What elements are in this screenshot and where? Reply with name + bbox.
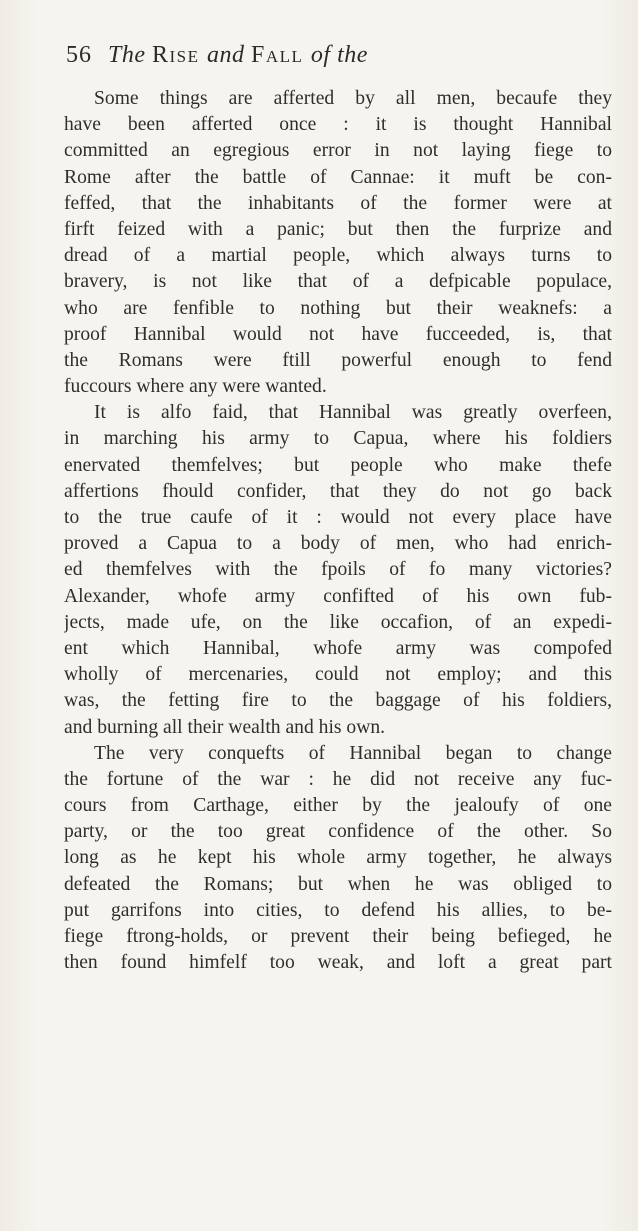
running-title [108,42,368,69]
paragraph-3 [64,741,612,977]
text-line: party, or the too great confidence of the other. So [64,821,612,843]
text-line: who are fenfible to nothing but their weaknefs: a [64,297,612,319]
text-line: ent which Hannibal, whofe army was compofed [64,637,612,659]
text-line: Some things are afferted by all men, becaufe they [94,88,612,109]
text-line: in marching his army to Capua, where his foldiers [64,428,612,450]
text-line: long as he kept his whole army together, he always [64,847,612,869]
body-text [64,86,612,976]
text-line: to the true caufe of it : would not every place have [64,507,612,528]
text-line: proof Hannibal would not have fucceeded, is, that [64,323,612,345]
text-line: firft feized with a panic; but then the furprize and [64,218,612,240]
text-line: fuccours where any were wanted. [64,376,327,398]
text-line: and burning all their wealth and his own. [64,716,386,738]
text-line: dread of a martial people, which always turns to [64,245,612,267]
text-line: the Romans were ftill powerful enough to fend [64,349,612,371]
text-line: bravery, is not like that of a defpicable populace, [64,271,612,293]
running-title-part: and [207,42,252,68]
text-line: The very conquefts of Hannibal began to change [94,742,612,764]
text-line: defeated the Romans; but when he was obliged to [64,873,612,895]
text-line: It is alfo faid, that Hannibal was greatly overfeen, [94,402,612,424]
text-line: Alexander, whofe army confifted of his own fub- [64,585,612,607]
text-line: ed themfelves with the fpoils of fo many victories? [64,559,612,581]
text-line: have been afferted once : it is thought Hannibal [64,114,612,136]
paragraph-1 [64,86,612,400]
text-line: then found himfelf too weak, and loft a great part [64,952,612,974]
text-line: proved a Capua to a body of men, who had enrich- [64,533,612,555]
text-line: wholly of mercenaries, could not employ; and this [64,664,612,686]
text-line: committed an egregious error in not laying fiege to [64,140,612,162]
text-line: affertions fhould confider, that they do not go back [64,480,612,502]
text-line: feffed, that the inhabitants of the former were at [64,192,612,214]
running-head [66,42,586,82]
text-line: jects, made ufe, on the like occafion, of an expedi- [64,611,612,633]
text-line: was, the fetting fire to the baggage of his foldiers, [64,690,612,712]
text-line: put garrifons into cities, to defend his allies, to be- [64,899,612,921]
text-line: cours from Carthage, either by the jealoufy of one [64,795,612,817]
running-title-part: Rise [152,42,208,68]
text-line: Rome after the battle of Cannae: it muft be con- [64,166,612,188]
page-number: 56 [66,42,92,68]
text-line: the fortune of the war : he did not receive any fuc- [64,768,612,790]
running-title-part: of the [310,42,368,68]
text-line: fiege ftrong-holds, or prevent their being befieged, he [64,926,612,947]
text-line: enervated themfelves; but people who make thefe [64,454,612,476]
running-title-part: The [108,42,152,68]
running-title-part: Fall [251,42,311,68]
paragraph-2 [64,400,612,740]
